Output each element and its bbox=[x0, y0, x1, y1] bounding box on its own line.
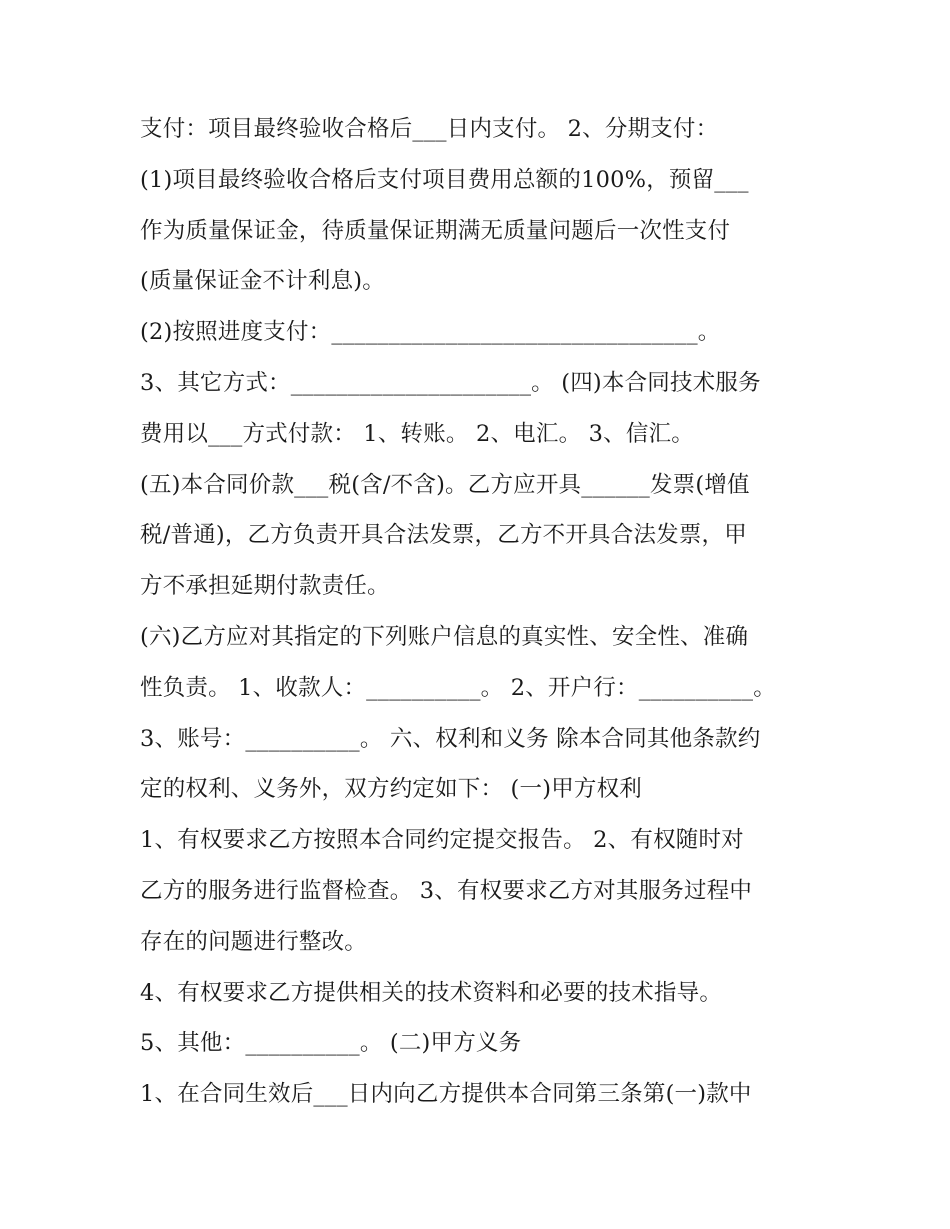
text-line: 存在的问题进行整改。 bbox=[140, 928, 368, 955]
contract-text-body bbox=[140, 104, 820, 1120]
text-line: 定的权利、义务外，双方约定如下： (一)甲方权利 bbox=[140, 776, 643, 803]
text-line: 1、在合同生效后___日内向乙方提供本合同第三条第(一)款中 bbox=[140, 1081, 752, 1108]
text-line: (五)本合同价款___税(含/不含)。乙方应开具______发票(增值 bbox=[140, 471, 750, 498]
text-line: 5、其他：__________。 (二)甲方义务 bbox=[140, 1030, 522, 1057]
text-line: 作为质量保证金，待质量保证期满无质量问题后一次性支付 bbox=[140, 217, 731, 244]
text-line: 方不承担延期付款责任。 bbox=[140, 573, 390, 600]
text-line: 3、账号：__________。 六、权利和义务 除本合同其他条款约 bbox=[140, 725, 761, 752]
text-line: 税/普通)，乙方负责开具合法发票，乙方不开具合法发票，甲 bbox=[140, 522, 747, 549]
text-line: 支付：项目最终验收合格后___日内支付。 2、分期支付： bbox=[140, 116, 719, 142]
text-line: (1)项目最终验收合格后支付项目费用总额的100%，预留___ bbox=[140, 166, 749, 193]
text-line: (质量保证金不计利息)。 bbox=[140, 268, 385, 295]
text-line: 性负责。 1、收款人：__________。 2、开户行：__________。 bbox=[140, 674, 776, 701]
text-line: (六)乙方应对其指定的下列账户信息的真实性、安全性、准确 bbox=[140, 623, 749, 650]
text-line: (2)按照进度支付：________________________________。 bbox=[140, 319, 721, 346]
text-line: 4、有权要求乙方提供相关的技术资料和必要的技术指导。 bbox=[140, 979, 723, 1006]
text-line: 乙方的服务进行监督检查。 3、有权要求乙方对其服务过程中 bbox=[140, 877, 753, 904]
text-line: 3、其它方式：_____________________。 (四)本合同技术服务 bbox=[140, 369, 761, 396]
text-line: 1、有权要求乙方按照本合同约定提交报告。 2、有权随时对 bbox=[140, 827, 744, 854]
text-line: 费用以___方式付款： 1、转账。 2、电汇。 3、信汇。 bbox=[140, 420, 694, 447]
